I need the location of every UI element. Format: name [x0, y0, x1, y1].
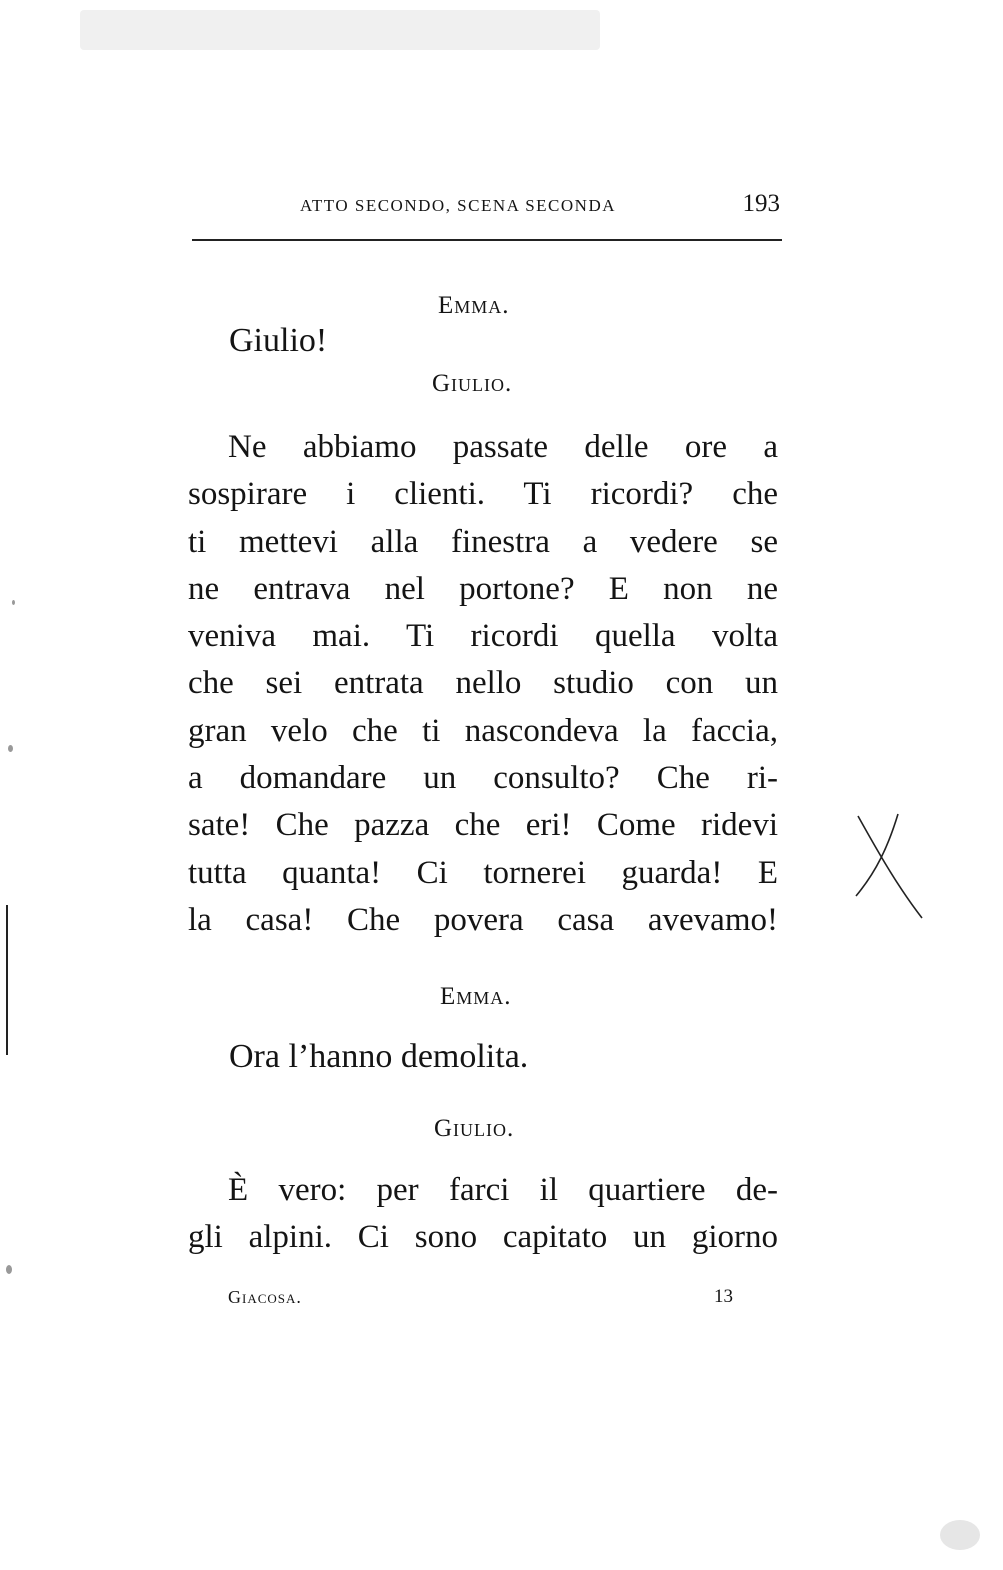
speaker-giulio: Giulio. [434, 1115, 515, 1142]
page-number: 193 [742, 190, 780, 217]
text-line: veniva mai. Ti ricordi quella volta [188, 618, 778, 655]
signature-mark: Giacosa. [228, 1287, 302, 1307]
speaker-emma: Emma. [440, 983, 512, 1010]
sheet-number: 13 [714, 1286, 733, 1307]
text-line: tutta quanta! Ci tornerei guarda! E [188, 854, 778, 891]
text-line: sospirare i clienti. Ti ricordi? che [188, 476, 778, 513]
speaker-giulio: Giulio. [432, 370, 513, 397]
header-rule [192, 239, 782, 241]
scan-speck [12, 600, 15, 605]
scan-speck [940, 1520, 980, 1550]
handwritten-x-mark [848, 812, 928, 922]
dialogue-line: Giulio! [229, 322, 328, 359]
text-line: a domandare un consulto? Che ri- [188, 760, 778, 797]
dialogue-line: Ora l’hanno demolita. [229, 1038, 529, 1075]
text-line: sate! Che pazza che eri! Come ridevi [188, 807, 778, 844]
text-line: ti mettevi alla finestra a vedere se [188, 523, 778, 560]
dialogue-paragraph [188, 1167, 778, 1262]
dialogue-paragraph [188, 424, 778, 944]
text-line: la casa! Che povera casa avevamo! [188, 901, 778, 938]
text-line: Ne abbiamo passate delle ore a [228, 429, 778, 465]
text-line: È vero: per farci il quartiere de- [228, 1172, 778, 1208]
speaker-emma: Emma. [438, 292, 510, 319]
left-margin-rule [6, 905, 8, 1055]
text-line: ne entrava nel portone? E non ne [188, 570, 778, 607]
scan-speck [6, 1265, 12, 1274]
text-line: gran velo che ti nascondeva la faccia, [188, 712, 778, 749]
text-line: che sei entrata nello studio con un [188, 665, 778, 702]
text-line: gli alpini. Ci sono capitato un giorno [188, 1219, 778, 1256]
running-title: ATTO SECONDO, SCENA SECONDA [300, 196, 616, 215]
running-header [192, 190, 780, 230]
scan-speck [8, 745, 13, 752]
scan-speck [80, 10, 600, 50]
